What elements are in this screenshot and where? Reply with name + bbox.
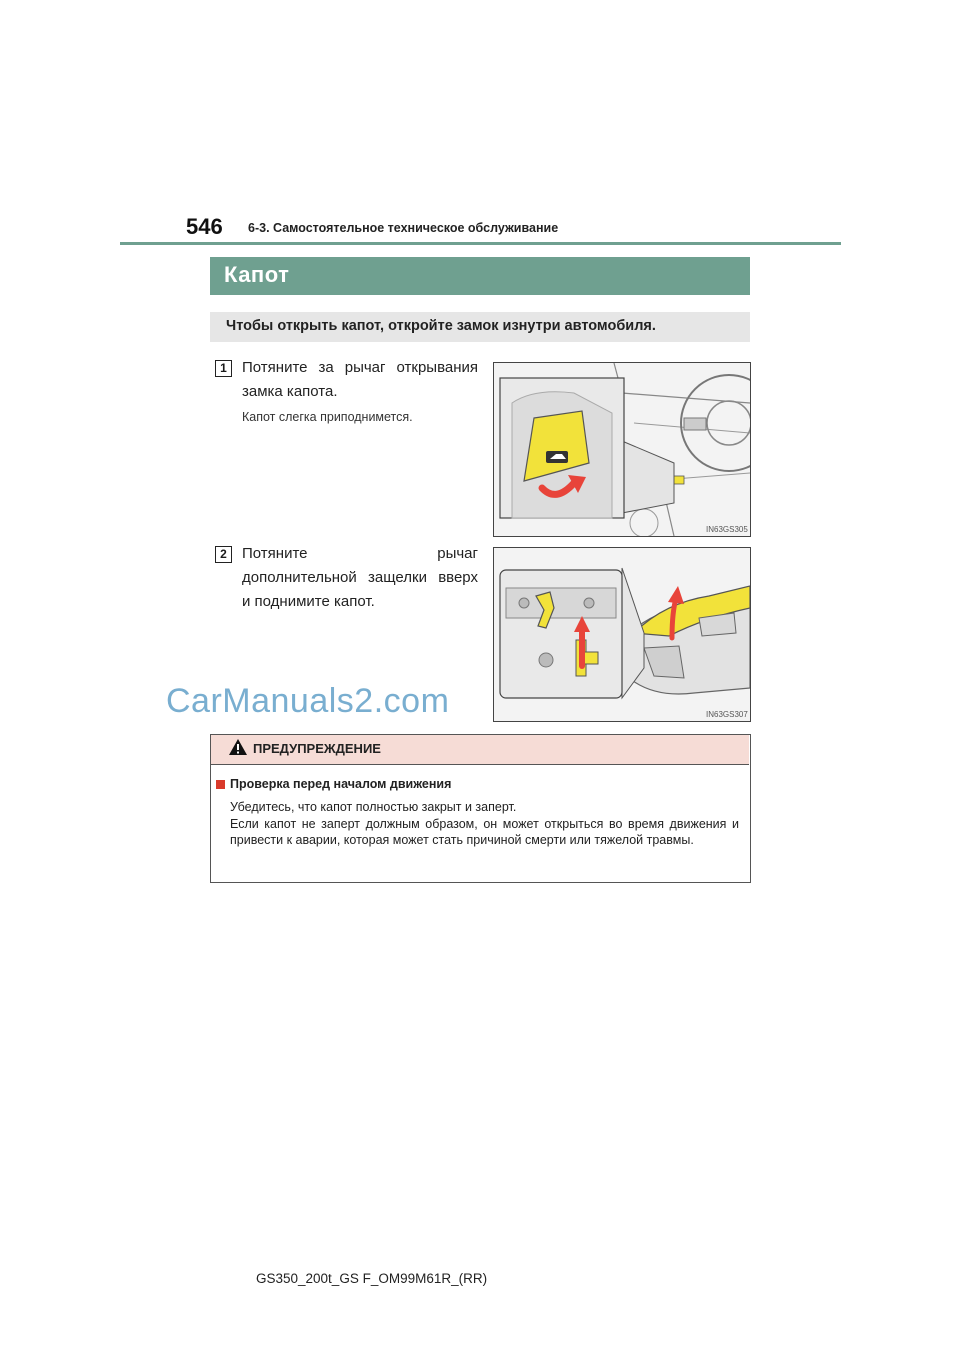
figure-2-code: IN63GS307 [706,710,748,719]
warning-line-2: Если капот не заперт должным образом, он может открыться во время движения и привести к аварии, которая может стать причиной смерти или тяжелой травмы. [230,816,739,847]
step-1-text [242,356,478,404]
square-bullet-icon [216,780,225,789]
auxiliary-latch-illustration [494,548,750,721]
step-2-number: 2 [215,546,232,563]
step-1-note: Капот слегка приподнимется. [242,410,413,424]
warning-title: ПРЕДУПРЕЖДЕНИЕ [253,741,381,756]
warning-item-title: Проверка перед началом движения [230,777,452,791]
step-2-line-3: и поднимите капот. [242,593,375,610]
warning-line-1: Убедитесь, что капот полностью закрыт и заперт. [230,800,517,814]
step-1-number: 1 [215,360,232,377]
watermark[interactable]: CarManuals2.com [166,682,450,720]
warning-triangle-icon [228,738,248,756]
step-1-line-1: Потяните за рычаг открывания [242,359,478,376]
section-title: 6-3. Самостоятельное техническое обслуживание [248,221,559,235]
page-number: 546 [186,214,223,239]
header-divider [120,242,841,245]
page-title: Капот [224,262,290,287]
step-2-line-1: Потяните рычаг [242,545,478,562]
intro-text: Чтобы открыть капот, откройте замок изнутри автомобиля. [226,318,656,334]
step-2-text [242,542,478,614]
figure-1-code: IN63GS305 [706,525,748,534]
figure-hood-release-lever [493,362,751,537]
figure-auxiliary-latch [493,547,751,722]
step-2-line-2: дополнительной защелки вверх [242,569,478,586]
footer-doc-code: GS350_200t_GS F_OM99M61R_(RR) [256,1271,488,1286]
title-bar [210,257,750,295]
step-1-line-2: замка капота. [242,383,338,400]
warning-text [230,799,739,849]
hood-release-illustration [494,363,750,536]
